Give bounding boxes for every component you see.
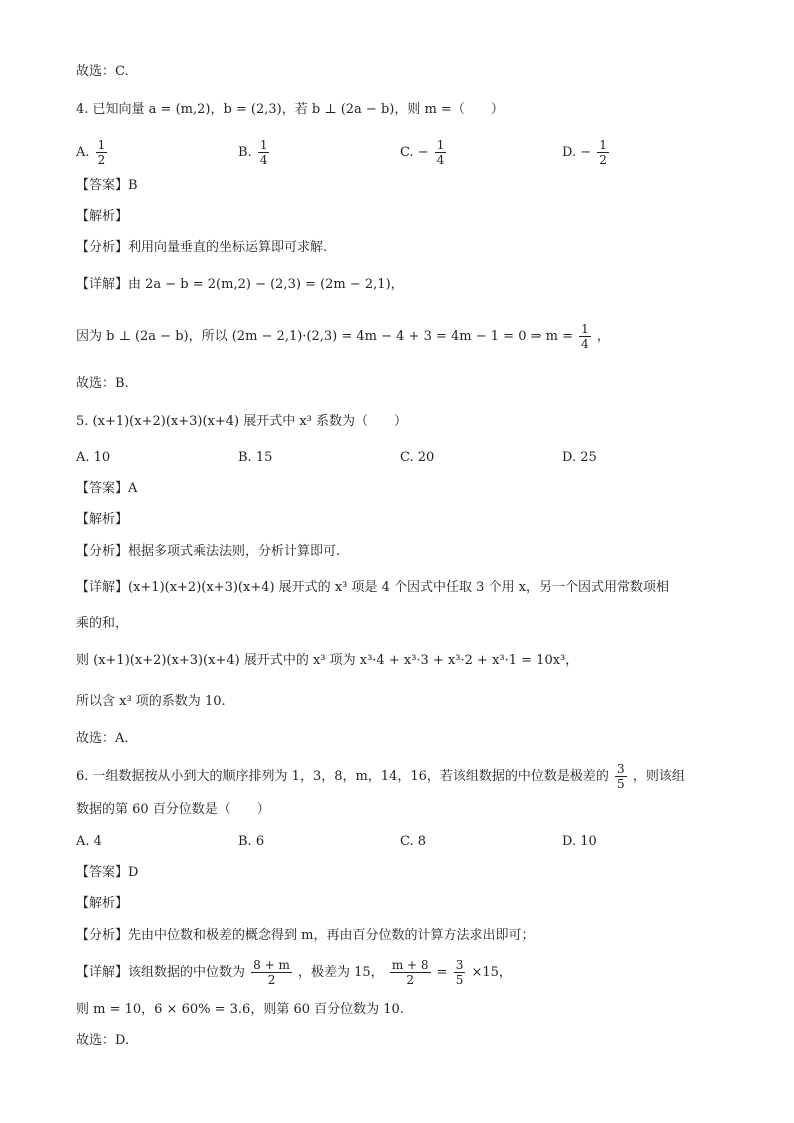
q4-analysis-heading: 【解析】 xyxy=(76,209,129,224)
q6-solution-equals: = xyxy=(436,965,448,980)
q4-option-a-label: A. xyxy=(76,145,90,160)
q4-answer: 【答案】B xyxy=(76,178,138,193)
q6-solution xyxy=(76,958,512,987)
q4-option-a xyxy=(76,138,109,167)
q6-solution-fraction-3: $\frac{3}{5}$ xyxy=(455,958,464,987)
q5-solution-2: 则 (x+1)(x+2)(x+3)(x+4) 展开式中的 x³ 项为 x³·4 + x³·3 + x³·2 + x³·1 = 10x³， xyxy=(76,653,579,668)
q5-option-c: C. 20 xyxy=(400,450,435,465)
q4-option-d-fraction: $\frac{1}{2}$ xyxy=(599,138,607,167)
q5-solution: 【详解】(x+1)(x+2)(x+3)(x+4) 展开式的 x³ 项是 4 个因式中任取 3 个用 x，另一个因式用常数项相 xyxy=(76,580,670,595)
q6-solution-text: 【详解】该组数据的中位数为 xyxy=(76,965,246,980)
q6-analysis-heading: 【解析】 xyxy=(76,896,129,911)
q4-option-c xyxy=(400,138,448,167)
q5-solution-3: 所以含 x³ 项的系数为 10. xyxy=(76,694,226,709)
q6-solution-mid: ，极差为 15， xyxy=(298,965,384,980)
q6-solution-fraction-1: $\frac{8 + m}{2}$ xyxy=(253,958,290,987)
question-5: 5. (x+1)(x+2)(x+3)(x+4) 展开式中 x³ 系数为（ ） xyxy=(76,414,408,429)
q4-option-c-fraction: $\frac{1}{4}$ xyxy=(436,138,445,167)
q4-option-c-label: C. − xyxy=(400,145,429,160)
q5-solution-cont: 乘的和， xyxy=(76,616,129,631)
q5-final: 故选：A. xyxy=(76,731,129,746)
q4-option-a-fraction: $\frac{1}{2}$ xyxy=(97,138,106,167)
q4-final: 故选：B. xyxy=(76,376,129,391)
q4-option-b xyxy=(238,138,271,167)
q6-option-a: A. 4 xyxy=(76,834,102,849)
q4-solution-2 xyxy=(76,322,610,351)
q5-option-d: D. 25 xyxy=(562,450,597,465)
q4-option-d-label: D. − xyxy=(562,145,592,160)
q4-option-b-label: B. xyxy=(238,145,252,160)
question-6 xyxy=(76,762,685,791)
q6-option-b: B. 6 xyxy=(238,834,265,849)
question-6-cont: 数据的第 60 百分位数是（ ） xyxy=(76,802,270,817)
q4-solution-2-text: 因为 b ⊥ (2a − b)，所以 (2m − 2,1)·(2,3) = 4m − 4 + 3 = 4m − 1 = 0 ⇒ m = xyxy=(76,329,573,344)
q4-solution: 【详解】由 2a − b = 2(m,2) − (2,3) = (2m − 2,1)， xyxy=(76,277,404,292)
question-6-text-end: ，则该组 xyxy=(632,769,685,784)
q5-analysis: 【分析】根据多项式乘法法则，分析计算即可. xyxy=(76,544,341,559)
q4-solution-2-end: ， xyxy=(596,329,610,344)
q4-option-d xyxy=(562,138,611,167)
q5-option-a: A. 10 xyxy=(76,450,111,465)
q6-final: 故选：D. xyxy=(76,1033,130,1048)
q6-solution-2: 则 m = 10，6 × 60% = 3.6，则第 60 百分位数为 10. xyxy=(76,1002,404,1017)
q6-solution-end: ×15， xyxy=(471,965,512,980)
question-6-fraction: $\frac{3}{5}$ xyxy=(617,762,625,791)
q5-answer: 【答案】A xyxy=(76,481,138,496)
q6-option-d: D. 10 xyxy=(562,834,597,849)
line-prev-answer: 故选：C. xyxy=(76,64,129,79)
q6-answer: 【答案】D xyxy=(76,865,139,880)
q6-solution-fraction-2: $\frac{m + 8}{2}$ xyxy=(391,958,429,987)
q6-analysis: 【分析】先由中位数和极差的概念得到 m，再由百分位数的计算方法求出即可； xyxy=(76,928,535,943)
q6-option-c: C. 8 xyxy=(400,834,427,849)
question-6-text: 6. 一组数据按从小到大的顺序排列为 1，3，8，m，14，16，若该组数据的中位数是极差的 xyxy=(76,769,609,784)
q4-option-b-fraction: $\frac{1}{4}$ xyxy=(259,138,268,167)
q4-analysis: 【分析】利用向量垂直的坐标运算即可求解. xyxy=(76,240,328,255)
q5-analysis-heading: 【解析】 xyxy=(76,512,129,527)
q5-option-b: B. 15 xyxy=(238,450,273,465)
question-4: 4. 已知向量 a = (m,2)，b = (2,3)，若 b ⊥ (2a − b)，则 m =（ ） xyxy=(76,102,504,117)
q4-solution-2-fraction: $\frac{1}{4}$ xyxy=(581,322,589,351)
